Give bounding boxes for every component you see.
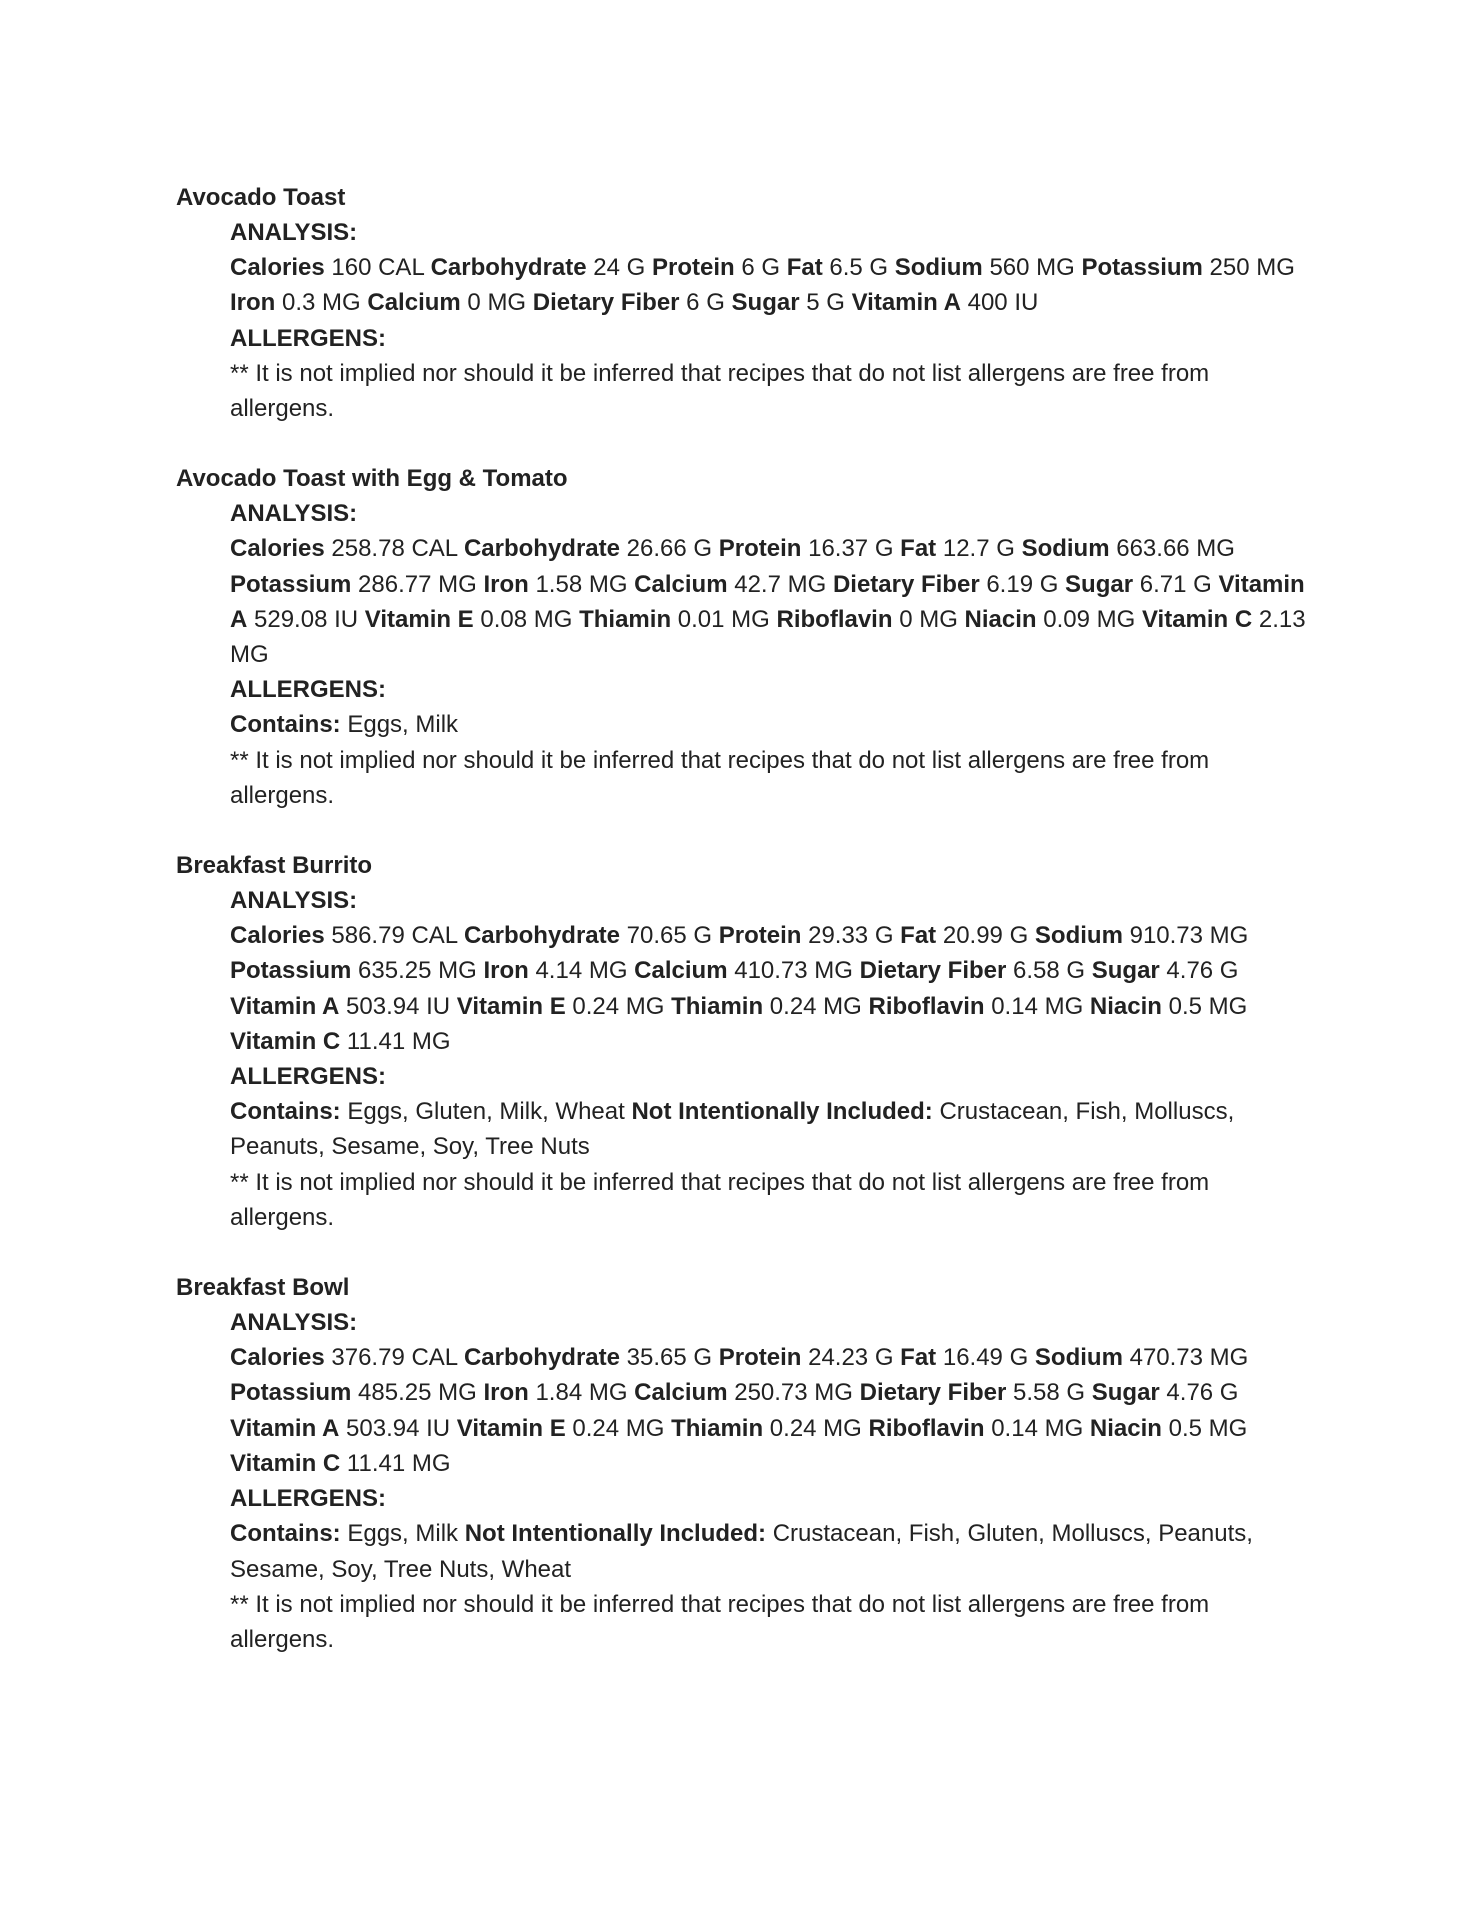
nutrient-item <box>464 1344 712 1371</box>
nutrient-value: 0.08 MG <box>480 605 573 633</box>
nutrient-value: 6.58 G <box>1013 957 1086 985</box>
recipe-body <box>230 1305 1316 1657</box>
nutrient-item <box>230 957 477 984</box>
nutrient-label: Carbohydrate <box>463 535 620 563</box>
nutrient-value: 24.23 G <box>808 1344 894 1372</box>
nutrient-label: Sodium <box>1034 1344 1123 1372</box>
nutrient-item <box>230 571 477 598</box>
allergen-value: Eggs, Milk <box>347 1520 459 1548</box>
nutrient-item <box>634 1379 853 1406</box>
nutrient-item <box>431 254 646 281</box>
nutrient-value: 0.01 MG <box>677 605 770 633</box>
allergen-list <box>230 1094 1316 1164</box>
nutrient-item <box>777 606 958 633</box>
recipe-block <box>176 848 1316 1235</box>
nutrient-label: Vitamin A <box>230 570 1305 633</box>
nutrient-label: Sugar <box>731 289 800 317</box>
nutrient-item <box>634 571 826 598</box>
nutrient-item <box>1035 922 1248 949</box>
nutrient-label: Sugar <box>1065 570 1134 598</box>
nutrient-value: 286.77 MG <box>358 570 477 598</box>
nutrient-label: Protein <box>718 1344 802 1372</box>
recipe-title: Avocado Toast <box>176 184 346 211</box>
nutrient-item <box>230 1450 451 1477</box>
nutrient-value: 12.7 G <box>942 535 1015 563</box>
nutrient-label: Calories <box>230 535 325 563</box>
nutrient-value: 4.14 MG <box>535 957 628 985</box>
nutrient-list <box>230 918 1316 1059</box>
nutrition-document <box>176 180 1316 1692</box>
recipe-block <box>176 461 1316 813</box>
nutrient-list <box>230 250 1316 320</box>
nutrient-label: Vitamin E <box>456 992 566 1020</box>
nutrient-label: Fat <box>900 1344 937 1372</box>
nutrient-label: Carbohydrate <box>430 254 587 282</box>
nutrient-item <box>719 535 894 562</box>
nutrient-label: Thiamin <box>671 1414 764 1442</box>
allergens-heading: ALLERGENS: <box>230 324 386 352</box>
nutrient-item <box>965 606 1136 633</box>
nutrient-label: Vitamin E <box>364 605 474 633</box>
nutrient-value: 29.33 G <box>808 922 894 950</box>
allergen-disclaimer: ** It is not implied nor should it be inferred that recipes that do not list allergens are free from allergens. <box>230 1168 1210 1231</box>
nutrient-item <box>230 1028 451 1055</box>
nutrient-label: Protein <box>718 922 802 950</box>
nutrient-item <box>719 922 894 949</box>
allergen-list <box>230 707 1316 742</box>
nutrient-label: Iron <box>483 1379 529 1407</box>
nutrient-value: 11.41 MG <box>346 1449 451 1477</box>
nutrient-label: Calcium <box>634 957 728 985</box>
nutrient-label: Protein <box>652 254 735 282</box>
nutrient-value: 2.13 MG <box>230 605 1306 669</box>
allergens-heading: ALLERGENS: <box>230 676 386 704</box>
allergen-value: Crustacean, Fish, Molluscs, Peanuts, Sesame, Soy, Tree Nuts <box>230 1098 1235 1161</box>
recipe-block <box>176 1270 1316 1657</box>
nutrient-item <box>634 957 853 984</box>
nutrient-label: Calcium <box>634 570 728 598</box>
recipe-title: Avocado Toast with Egg & Tomato <box>176 465 568 493</box>
nutrient-value: 16.37 G <box>808 535 894 563</box>
nutrient-value: 5.58 G <box>1013 1379 1086 1407</box>
nutrient-item <box>230 535 457 562</box>
nutrient-value: 1.84 MG <box>535 1379 628 1407</box>
nutrient-item <box>719 1344 894 1371</box>
nutrient-item <box>457 1415 665 1442</box>
nutrient-value: 20.99 G <box>942 922 1029 950</box>
nutrient-value: 0 MG <box>899 605 958 633</box>
nutrient-item <box>230 254 424 281</box>
nutrient-label: Vitamin C <box>230 1027 341 1055</box>
nutrient-label: Calories <box>230 922 325 950</box>
nutrient-item <box>230 1415 450 1442</box>
allergen-label: Contains: <box>230 711 341 739</box>
nutrient-item <box>1065 571 1212 598</box>
nutrient-label: Potassium <box>230 1379 352 1407</box>
nutrient-value: 0 MG <box>467 289 527 317</box>
allergen-label: Contains: <box>230 1520 341 1548</box>
nutrient-item <box>365 606 573 633</box>
nutrient-value: 0.24 MG <box>769 992 862 1020</box>
nutrient-value: 11.41 MG <box>346 1027 451 1055</box>
nutrient-value: 24 G <box>593 254 646 282</box>
nutrient-value: 0.24 MG <box>769 1414 862 1442</box>
nutrient-item <box>1090 1415 1247 1442</box>
recipe-title: Breakfast Bowl <box>176 1274 350 1302</box>
nutrient-value: 5 G <box>806 289 845 317</box>
nutrient-label: Sodium <box>1021 535 1110 563</box>
nutrient-item <box>869 1415 1084 1442</box>
recipe-body <box>230 215 1316 426</box>
nutrient-item <box>483 1379 627 1406</box>
nutrient-value: 0.24 MG <box>572 992 665 1020</box>
nutrient-label: Carbohydrate <box>463 1344 620 1372</box>
nutrient-label: Iron <box>230 289 276 317</box>
nutrient-value: 663.66 MG <box>1116 535 1235 563</box>
nutrient-value: 35.65 G <box>626 1344 713 1372</box>
nutrient-item <box>533 289 725 316</box>
nutrient-value: 560 MG <box>989 254 1075 282</box>
nutrient-label: Niacin <box>964 605 1037 633</box>
nutrient-item <box>900 1344 1028 1371</box>
allergens-heading: ALLERGENS: <box>230 1485 386 1513</box>
nutrient-value: 0.24 MG <box>572 1414 665 1442</box>
nutrient-list <box>230 1340 1316 1481</box>
nutrient-value: 258.78 CAL <box>331 535 458 563</box>
nutrient-label: Potassium <box>230 957 352 985</box>
analysis-heading: ANALYSIS: <box>230 1309 358 1337</box>
nutrient-item <box>1022 535 1235 562</box>
nutrient-value: 470.73 MG <box>1129 1344 1249 1372</box>
nutrient-value: 6.5 G <box>829 254 889 282</box>
nutrient-value: 529.08 IU <box>254 605 359 633</box>
nutrient-item <box>860 1379 1085 1406</box>
nutrient-value: 250.73 MG <box>734 1379 853 1407</box>
nutrient-value: 376.79 CAL <box>331 1344 458 1372</box>
nutrient-value: 6.19 G <box>986 570 1059 598</box>
nutrient-label: Dietary Fiber <box>832 570 980 598</box>
nutrient-label: Riboflavin <box>868 1414 985 1442</box>
nutrient-item <box>900 922 1028 949</box>
nutrient-value: 1.58 MG <box>535 570 628 598</box>
nutrient-item <box>457 993 665 1020</box>
nutrient-label: Riboflavin <box>776 605 893 633</box>
nutrient-value: 586.79 CAL <box>331 922 458 950</box>
nutrient-value: 6 G <box>686 289 725 317</box>
nutrient-value: 910.73 MG <box>1129 922 1249 950</box>
nutrient-value: 16.49 G <box>942 1344 1029 1372</box>
allergen-disclaimer: ** It is not implied nor should it be inferred that recipes that do not list allergens are free from allergens. <box>230 1590 1210 1653</box>
allergen-label: Not Intentionally Included: <box>464 1520 767 1548</box>
nutrient-item <box>483 571 627 598</box>
nutrient-value: 0.5 MG <box>1168 1414 1248 1442</box>
nutrient-value: 42.7 MG <box>734 570 827 598</box>
nutrient-value: 485.25 MG <box>358 1379 477 1407</box>
nutrient-item <box>671 993 862 1020</box>
allergen-value: Eggs, Milk <box>347 711 459 739</box>
recipe-block <box>176 180 1316 426</box>
nutrient-item <box>483 957 627 984</box>
allergen-item <box>230 1098 625 1125</box>
nutrient-label: Dietary Fiber <box>859 957 1007 985</box>
nutrient-label: Niacin <box>1089 992 1162 1020</box>
nutrient-value: 4.76 G <box>1166 957 1239 985</box>
nutrient-item <box>787 254 888 281</box>
nutrient-item <box>230 289 361 316</box>
nutrient-label: Riboflavin <box>868 992 985 1020</box>
recipe-body <box>230 883 1316 1235</box>
nutrient-item <box>852 289 1039 316</box>
nutrient-value: 6.71 G <box>1139 570 1212 598</box>
nutrient-label: Dietary Fiber <box>859 1379 1007 1407</box>
nutrient-item <box>1081 254 1294 281</box>
nutrient-item <box>464 535 712 562</box>
nutrient-item <box>230 1344 457 1371</box>
allergen-disclaimer: ** It is not implied nor should it be inferred that recipes that do not list allergens are free from allergens. <box>230 746 1210 809</box>
nutrient-item <box>1092 957 1239 984</box>
nutrient-label: Vitamin C <box>1141 605 1253 633</box>
allergen-label: Not Intentionally Included: <box>631 1098 933 1126</box>
nutrient-item <box>1092 1379 1239 1406</box>
nutrient-label: Fat <box>786 254 823 282</box>
nutrient-label: Iron <box>483 957 529 985</box>
nutrient-label: Calcium <box>367 289 461 317</box>
nutrient-label: Vitamin A <box>851 289 961 317</box>
nutrient-value: 400 IU <box>967 289 1039 317</box>
nutrient-value: 503.94 IU <box>346 992 451 1020</box>
nutrient-item <box>900 535 1015 562</box>
allergen-label: Contains: <box>230 1098 341 1126</box>
nutrient-value: 503.94 IU <box>346 1414 451 1442</box>
nutrient-value: 0.5 MG <box>1168 992 1248 1020</box>
nutrient-label: Thiamin <box>579 605 672 633</box>
nutrient-item <box>833 571 1058 598</box>
nutrient-value: 70.65 G <box>626 922 713 950</box>
nutrient-item <box>230 1379 477 1406</box>
nutrient-label: Calories <box>230 1344 325 1372</box>
analysis-heading: ANALYSIS: <box>230 219 358 246</box>
nutrient-item <box>895 254 1075 281</box>
nutrient-label: Fat <box>900 922 937 950</box>
analysis-heading: ANALYSIS: <box>230 500 358 528</box>
nutrient-value: 6 G <box>741 254 781 282</box>
nutrient-label: Iron <box>483 570 529 598</box>
nutrient-value: 4.76 G <box>1166 1379 1239 1407</box>
nutrient-value: 410.73 MG <box>734 957 853 985</box>
nutrient-label: Potassium <box>1081 254 1203 282</box>
nutrient-item <box>230 922 457 949</box>
nutrient-item <box>230 993 450 1020</box>
nutrient-label: Vitamin A <box>230 1414 340 1442</box>
nutrient-label: Sodium <box>1034 922 1123 950</box>
nutrient-item <box>671 1415 862 1442</box>
nutrient-label: Carbohydrate <box>463 922 620 950</box>
nutrient-value: 0.14 MG <box>991 992 1084 1020</box>
nutrient-value: 0.14 MG <box>991 1414 1084 1442</box>
allergen-disclaimer: ** It is not implied nor should it be inferred that recipes that do not list allergens are free from allergens. <box>230 359 1210 423</box>
allergen-item <box>230 1520 458 1547</box>
nutrient-label: Niacin <box>1089 1414 1162 1442</box>
nutrient-value: 635.25 MG <box>358 957 477 985</box>
nutrient-value: 160 CAL <box>331 254 424 282</box>
nutrient-label: Calcium <box>634 1379 728 1407</box>
allergen-value: Crustacean, Fish, Gluten, Molluscs, Peanuts, Sesame, Soy, Tree Nuts, Wheat <box>230 1520 1253 1583</box>
nutrient-item <box>579 606 770 633</box>
nutrient-label: Sugar <box>1091 957 1160 985</box>
nutrient-label: Calories <box>230 254 325 282</box>
nutrient-label: Dietary Fiber <box>532 289 680 317</box>
nutrient-label: Fat <box>900 535 937 563</box>
nutrient-item <box>1090 993 1247 1020</box>
nutrient-item <box>1035 1344 1248 1371</box>
nutrient-label: Protein <box>718 535 802 563</box>
nutrient-label: Vitamin A <box>230 992 340 1020</box>
nutrient-item <box>860 957 1085 984</box>
recipe-body <box>230 496 1316 813</box>
nutrient-value: 250 MG <box>1209 254 1295 282</box>
nutrient-label: Sodium <box>894 254 983 282</box>
nutrient-list <box>230 531 1316 672</box>
nutrient-label: Vitamin C <box>230 1449 341 1477</box>
allergen-list <box>230 1516 1316 1586</box>
nutrient-item <box>869 993 1084 1020</box>
nutrient-label: Potassium <box>230 570 352 598</box>
nutrient-label: Thiamin <box>671 992 764 1020</box>
allergen-item <box>230 711 458 738</box>
recipe-title: Breakfast Burrito <box>176 852 373 880</box>
nutrient-item <box>732 289 845 316</box>
allergens-heading: ALLERGENS: <box>230 1063 386 1091</box>
nutrient-label: Sugar <box>1091 1379 1160 1407</box>
allergen-value: Eggs, Gluten, Milk, Wheat <box>347 1098 625 1126</box>
nutrient-item <box>367 289 526 316</box>
nutrient-item <box>652 254 780 281</box>
nutrient-value: 26.66 G <box>626 535 713 563</box>
nutrient-value: 0.3 MG <box>282 289 361 317</box>
nutrient-item <box>464 922 712 949</box>
analysis-heading: ANALYSIS: <box>230 887 358 915</box>
nutrient-value: 0.09 MG <box>1043 605 1136 633</box>
nutrient-label: Vitamin E <box>456 1414 566 1442</box>
